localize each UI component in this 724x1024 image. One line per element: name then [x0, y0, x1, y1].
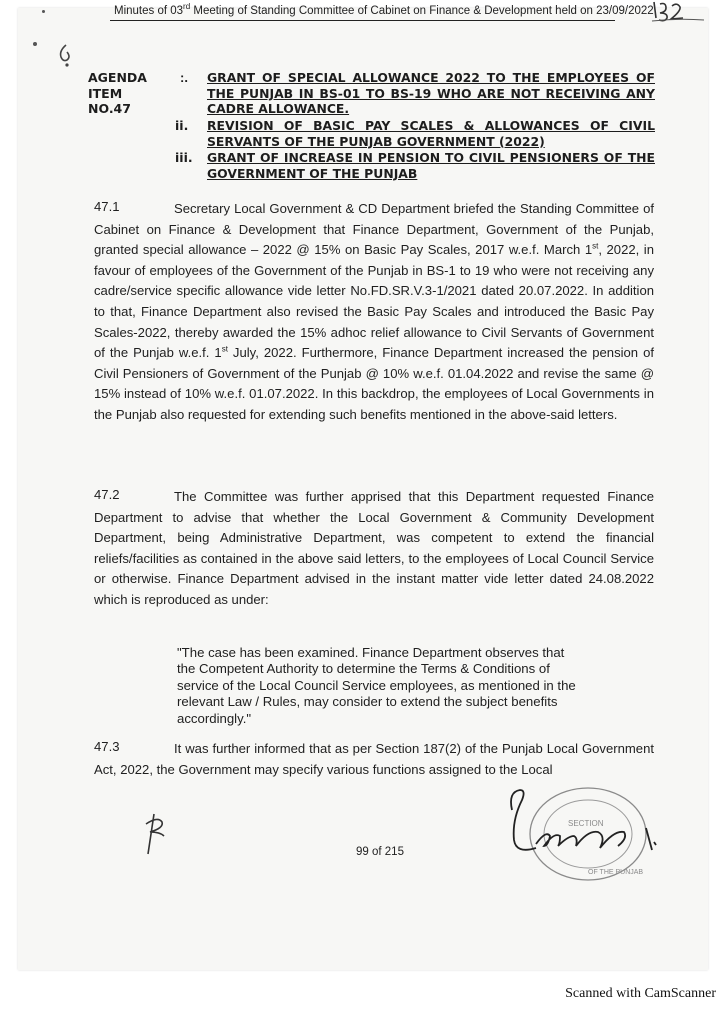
handwritten-initials	[140, 810, 174, 856]
quoted-letter: "The case has been examined. Finance Department observes that the Competent Authority to determine the Terms & Conditions of service of the Local Council Service employees, as mentioned in the relevant Law / Rules, may consider to extend the subject benefits accordingly."	[177, 645, 576, 726]
handwritten-page-mark	[650, 0, 706, 22]
page-header: Minutes of 03rd Meeting of Standing Committee of Cabinet on Finance & Development held on 23/09/2022	[114, 2, 654, 17]
scan-speck	[42, 10, 45, 13]
agenda-item-1: GRANT OF SPECIAL ALLOWANCE 2022 TO THE EMPLOYEES OF THE PUNJAB IN BS-01 TO BS-19 WHO ARE NOT RECEIVING ANY CADRE ALLOWANCE.	[207, 70, 655, 117]
agenda-separator: :.	[180, 70, 188, 85]
paragraph-47-3: It was further informed that as per Section 187(2) of the Punjab Local Government Act, 2022, the Government may specify various functions assigned to the Local	[94, 741, 655, 777]
agenda-numeral-iii: iii.	[175, 150, 193, 165]
paragraph-47-1: Secretary Local Government & CD Department briefed the Standing Committee of Cabinet on Finance & Development that Finance Department, Government of the Punjab, granted special allowance – 2022 @ 15% on Basic Pay Scales, 2017 w.e.f. March 1st, 2022, in favour of employees of the Government of the Punjab in BS-1 to 19 who were not receiving any cadre/service specific allowance vide letter No.FD.SR.V.3-1/2021 dated 20.07.2022. In addition to that, Finance Department also revised the Basic Pay Scales and introduced the Basic Pay Scales-2022, thereby awarded the 15% adhoc relief allowance to Civil Servants of Government of the Punjab w.e.f. 1st July, 2022. Furthermore, Finance Department increased the pension of Civil Pensioners of Government of the Punjab @ 10% w.e.f. 01.04.2022 and revise the same @ 15% instead of 10% w.e.f. 01.07.2022. In this backdrop, the employees of Local Governments in the Punjab also requested for extending such benefits mentioned in the above-said letters.	[94, 201, 655, 422]
stamp-text: OF THE PUNJAB	[588, 869, 644, 876]
paragraph-number: 47.1	[94, 199, 120, 214]
agenda-label: AGENDA ITEM NO.47	[88, 70, 147, 116]
agenda-item-3: GRANT OF INCREASE IN PENSION TO CIVIL PENSIONERS OF THE GOVERNMENT OF THE PUNJAB	[207, 150, 655, 181]
handwritten-signature	[496, 784, 666, 874]
scan-speck	[33, 42, 37, 46]
scanner-watermark: Scanned with CamScanner	[565, 986, 716, 1001]
paragraph-47-2: The Committee was further apprised that this Department requested Finance Department to advise that whether the Local Government & Community Development Department, being Administrative Department, was competent to extend the financial reliefs/facilities as contained in the above said letters, to the employees of Local Council Service or otherwise. Finance Department advised in the instant matter vide letter dated 24.08.2022 which is reproduced as under:	[94, 489, 655, 607]
agenda-numeral-ii: ii.	[175, 118, 189, 133]
paragraph-number: 47.3	[94, 739, 120, 754]
header-rule	[110, 20, 615, 21]
stamp-text: SECTION	[568, 819, 604, 828]
page-number: 99 of 215	[356, 846, 404, 858]
agenda-item-2: REVISION OF BASIC PAY SCALES & ALLOWANCES OF CIVIL SERVANTS OF THE PUNJAB GOVERNMENT (2022)	[207, 118, 655, 149]
punch-hole-mark	[57, 43, 75, 69]
paragraph-number: 47.2	[94, 487, 120, 502]
